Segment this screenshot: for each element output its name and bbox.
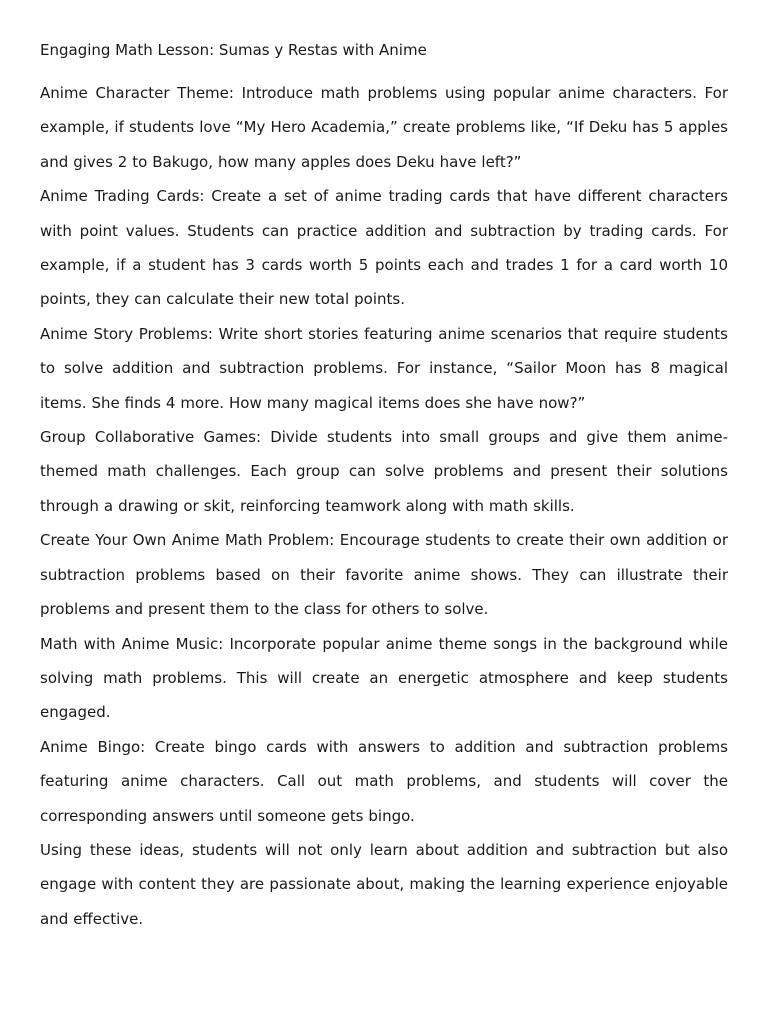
paragraph-anime-story-problems: Anime Story Problems: Write short stories featuring anime scenarios that require students to solve addition and subtraction problems. For instance, “Sailor Moon has 8 magical items. She finds 4 more. How many magical items does she have now?” xyxy=(40,324,728,412)
paragraph-anime-character-theme: Anime Character Theme: Introduce math problems using popular anime characters. For example, if students love “My Hero Academia,” create problems like, “If Deku has 5 apples and gives 2 to Bakugo, how many apples does Deku have left?” xyxy=(40,84,728,171)
paragraph-anime-trading-cards: Anime Trading Cards: Create a set of anime trading cards that have different characters with point values. Students can practice addition and subtraction by trading cards. For example, if a student has 3 cards worth 5 points each and trades 1 for a card worth 10 points, they can calculate their new total points. xyxy=(40,187,728,309)
paragraph-conclusion: Using these ideas, students will not only learn about addition and subtraction but also engage with content they are passionate about, making the learning experience enjoyable and effective. xyxy=(40,840,728,928)
paragraph-math-with-anime-music: Math with Anime Music: Incorporate popular anime theme songs in the background while solving math problems. This will create an energetic atmosphere and keep students engaged. xyxy=(40,634,728,722)
paragraph-group-collaborative-games: Group Collaborative Games: Divide students into small groups and give them anime-themed math challenges. Each group can solve problems and present their solutions through a drawing or skit, reinforcing teamwork along with math skills. xyxy=(40,428,728,515)
document-title: Engaging Math Lesson: Sumas y Restas with Anime xyxy=(40,41,427,59)
paragraph-anime-bingo: Anime Bingo: Create bingo cards with answers to addition and subtraction problems featuring anime characters. Call out math problems, and students will cover the corresponding answers until someone gets bingo. xyxy=(40,737,728,825)
document-page xyxy=(40,38,728,936)
paragraph-create-your-own-problem: Create Your Own Anime Math Problem: Encourage students to create their own addition or subtraction problems based on their favorite anime shows. They can illustrate their problems and present them to the class for others to solve. xyxy=(40,531,728,619)
